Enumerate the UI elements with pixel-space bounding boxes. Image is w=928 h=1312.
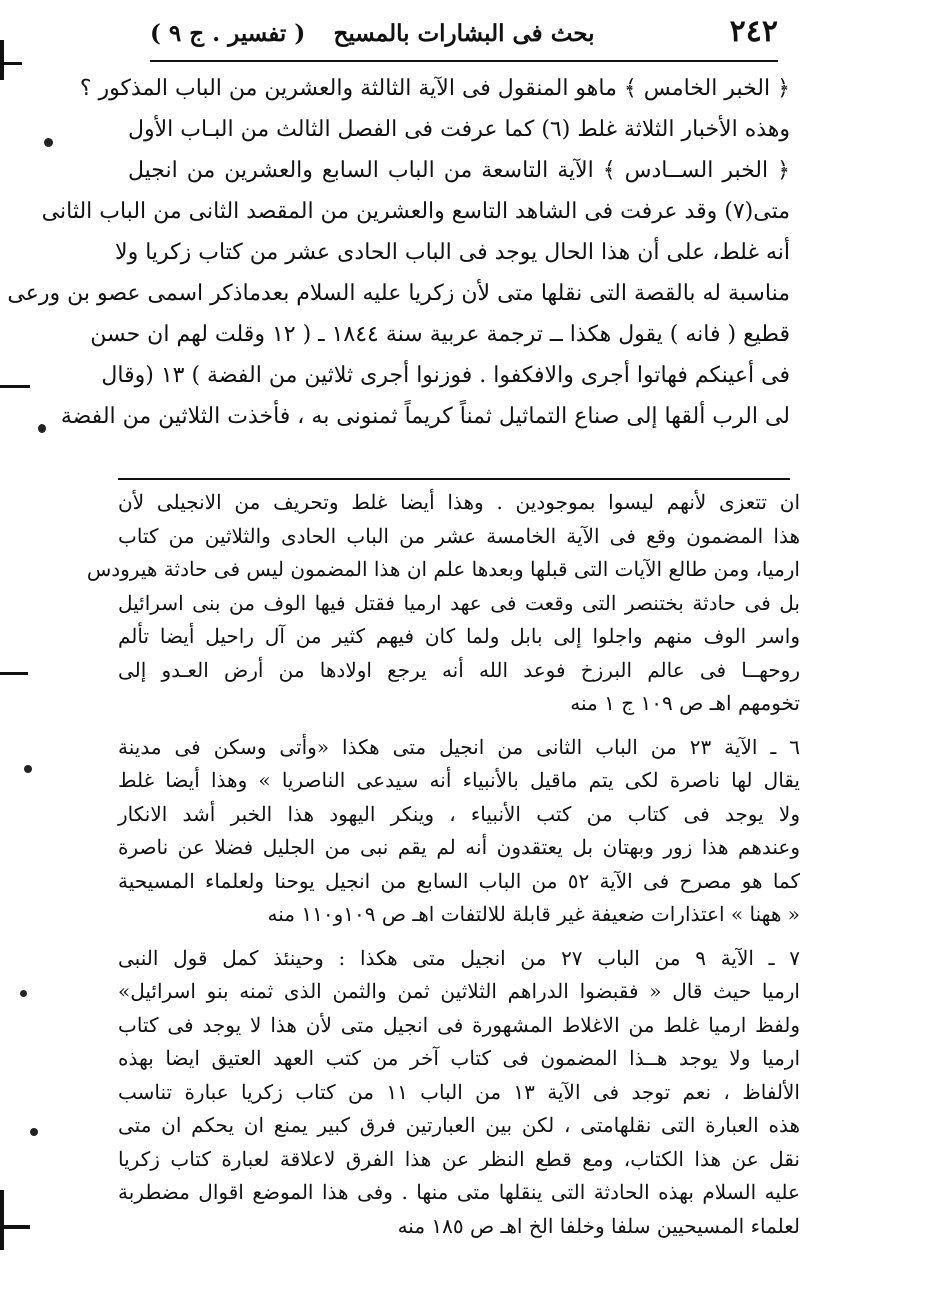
footnote-line: لعلماء المسيحيين سلفا وخلفا الخ اهـ ص ١٨٥ منه	[397, 1213, 800, 1238]
scan-speck	[44, 138, 53, 147]
footnote-line: ارميا ولا يوجد هــذا المضمون فى كتاب آخر من كتب العهد العتيق ايضا بهذه	[118, 1046, 800, 1070]
footnote-continued	[86, 486, 800, 721]
main-line: متى(٧) وقد عرفت فى الشاهد التاسع والعشرين من المقصد الثانى من الباب الثانى	[41, 199, 790, 224]
footnote-line: وعندهم هذا زور وبهتان بل يعتقدون أنه لم يقم نبى من الجليل فضلا عن ناصرة	[118, 835, 800, 859]
footnote-line: يقال لها ناصرة لكى يتم ماقيل بالأنبياء أنه سيدعى الناصريا » وهذا أيضا غلط	[118, 768, 800, 792]
page-header	[150, 14, 778, 58]
main-line: لى الرب ألقها إلى صناع التماثيل ثمناً كريماً ثمنونى به ، فأخذت الثلاثين من الفضة	[60, 404, 790, 429]
footnote-line: ارميا، ومن طالع الآيات التى قبلها وبعدها علم ان هذا المضمون ليس فى حادثة هيرودس	[86, 557, 800, 581]
main-line: مناسبة له بالقصة التى نقلها متى لأن زكريا عليه السلام بعدماذكر اسمى عصو بن ورعى	[7, 281, 790, 306]
footnote-line: ٦ ـ الآية ٢٣ من الباب الثانى من انجيل متى هكذا «وأتى وسكن فى مدينة	[118, 734, 800, 759]
main-line: وهذه الأخبار الثلاثة غلط (٦) كما عرفت فى الفصل الثالث من البـاب الأول	[128, 117, 790, 142]
header-rule	[150, 60, 778, 62]
footnote-line: ان تتعزى لأنهم ليسوا بموجودين . وهذا أيضا غلط وتحريف من الانجيلى لأن	[118, 490, 800, 514]
footnote-line: « ههنا » اعتذارات ضعيفة غير قابلة للالتفات اهـ ص ١٠٩و١١٠ منه	[267, 902, 800, 926]
main-line: ﴿ الخبر الخامس ﴾ ماهو المنقول فى الآية الثالثة والعشرين من الباب المذكور ؟	[79, 76, 790, 101]
footnote-line: واسر الوف منهم واجلوا إلى بابل ولما كان فيهم كثير من آل راحيل أيضا تألم	[118, 624, 800, 648]
footnote-line: ارميا حيث قال « فقبضوا الدراهم الثلاثين ثمن والثمن الذى ثمنه بنو اسرائيل»	[118, 979, 800, 1003]
footnote-line: هذا المضمون وقع فى الآية الخامسة عشر من الباب الحادى والثلاثين من كتاب	[118, 523, 800, 548]
scan-speck	[30, 1128, 38, 1136]
header-reference: ( تفسير . ج ٩ )	[150, 20, 306, 47]
main-line: قطيع ( فانه ) يقول هكذا ــ ترجمة عربية سنة ١٨٤٤ ـ ( ١٢ وقلت لهم ان حسن	[90, 322, 790, 347]
scan-margin-mark	[0, 385, 30, 388]
footnote-line: ٧ ـ الآية ٩ من الباب ٢٧ من انجيل متى هكذا : وحينئذ كمل قول النبى	[118, 945, 801, 970]
footnote-line: تخومهم اهـ ص ١٠٩ ج ١ منه	[570, 691, 800, 715]
scan-speck	[24, 765, 32, 773]
footnote-line: عليه السلام بهذه الحادثة التى ينقلها متى منها . وفى هذا الموضع اقوال مضطربة	[118, 1180, 800, 1204]
main-line: ﴿ الخبر الســادس ﴾ الآية التاسعة من الباب السابع والعشرين من انجيل	[128, 158, 790, 183]
footnote-line: الألفاظ ، نعم توجد فى الآية ١٣ من الباب ١١ من كتاب زكريا عبارة تناسب	[118, 1079, 800, 1104]
main-line: فى أعينكم فهاتوا أجرى والافكفوا . فوزنوا أجرى ثلاثين من الفضة ) ١٣ (وقال	[101, 363, 790, 388]
scan-margin-mark	[0, 672, 28, 675]
scan-margin-mark	[0, 40, 4, 80]
footnote-line: هذه العبارة التى نقلهامتى ، لكن بين العبارتين فرق كبير يمنع ان يحكم ان متى	[118, 1113, 800, 1137]
scan-speck	[38, 424, 46, 433]
footnote-line: ولا يوجد فى كتاب من كتب الأنبياء ، وينكر اليهود هذا الخبر أشد الانكار	[118, 801, 801, 826]
main-line: أنه غلط، على أن هذا الحال يوجد فى الباب الحادى عشر من كتاب زكريا ولا	[115, 240, 790, 265]
footnote-line: كما هو مصرح فى الآية ٥٢ من الباب السابع من انجيل يوحنا ولعلماء المسيحية	[118, 868, 800, 893]
main-text	[7, 68, 790, 437]
footnote-7	[118, 942, 800, 1244]
scan-margin-mark	[0, 1190, 4, 1250]
page-number: ٢٤٢	[729, 14, 778, 49]
scan-margin-mark	[0, 62, 22, 65]
footnote-separator	[118, 478, 790, 480]
scan-speck	[20, 990, 27, 997]
scan-margin-mark	[0, 1225, 30, 1229]
footnote-line: روحهــا فى عالم البرزخ فوعد الله أنه يرجع اولادها من أرض العـدو إلى	[118, 657, 800, 682]
footnotes	[86, 486, 801, 1243]
footnote-line: بل فى حادثة بختنصر التى وقعت فى عهد ارميا فقتل فيها الوف من بنى اسرائيل	[118, 590, 800, 615]
footnote-line: نقل عن هذا الكتاب، ومع قطع النظر عن هذا الفرق لاعلاقة لعبارة كتاب زكريا	[118, 1146, 800, 1171]
running-title: بحث فى البشارات بالمسيح	[333, 20, 595, 47]
footnote-6	[118, 731, 800, 932]
footnote-line: ولفظ ارميا غلط من الاغلاط المشهورة فى انجيل متى لأن هذا لا يوجد فى كتاب	[118, 1012, 800, 1037]
